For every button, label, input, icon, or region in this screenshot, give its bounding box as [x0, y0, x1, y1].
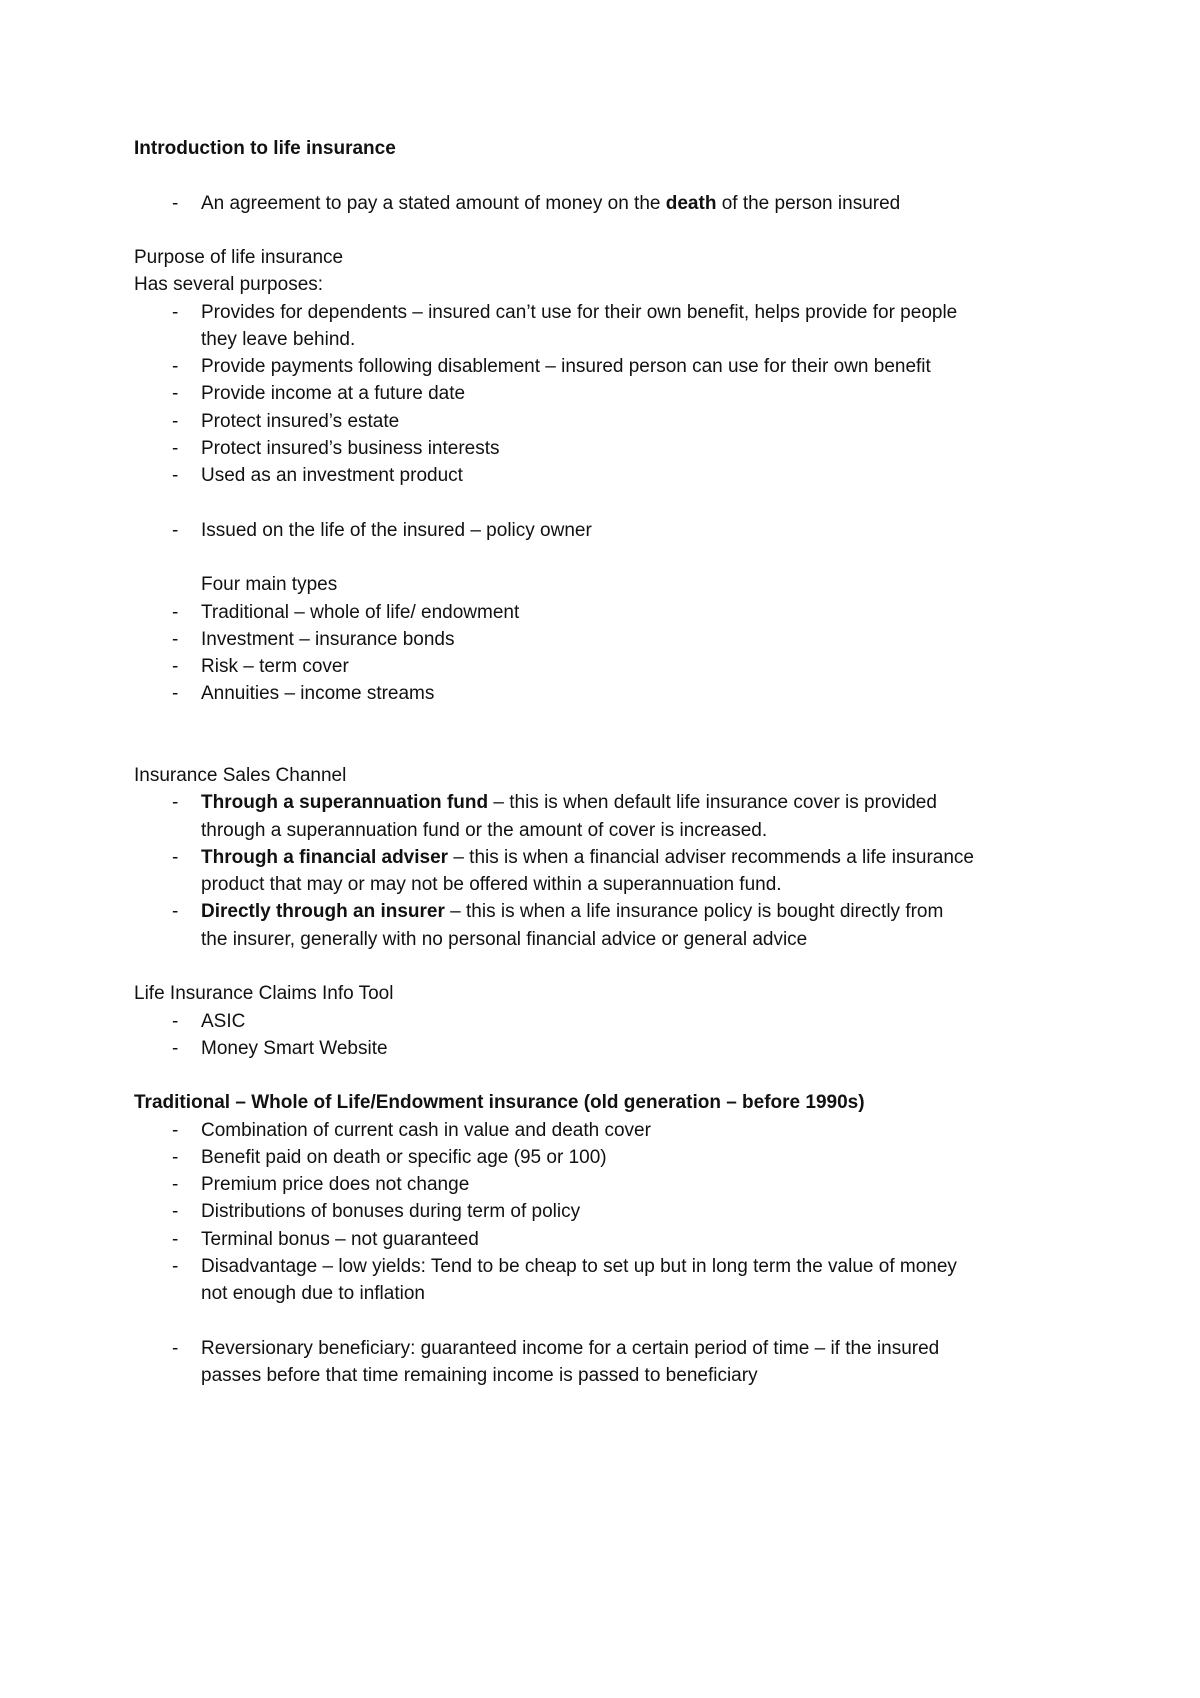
document-page [134, 135, 974, 1389]
heading-intro: Introduction to life insurance [134, 138, 396, 159]
list-item [134, 789, 974, 844]
text: An agreement to pay a stated amount of money on the [201, 192, 666, 214]
list-item: - Risk – term cover [134, 653, 974, 680]
traditional-list [134, 1117, 974, 1308]
heading-purpose: Purpose of life insurance [134, 247, 344, 269]
text: – this is when a financial adviser recommends a life insurance product that may or may not be offered within a superannuation fund. [201, 846, 974, 896]
purpose-list [134, 299, 974, 490]
list-item: - Reversionary beneficiary: guaranteed income for a certain period of time – if the insured passes before that time remaining income is passed to beneficiary [134, 1335, 974, 1390]
claims-list [134, 1008, 974, 1063]
list-item [134, 190, 974, 217]
list-item: - Combination of current cash in value and death cover [134, 1117, 974, 1144]
list-item [134, 844, 974, 899]
list-item: - Issued on the life of the insured – policy owner [134, 517, 974, 544]
heading-traditional: Traditional – Whole of Life/Endowment insurance (old generation – before 1990s) [134, 1092, 865, 1114]
list-item: - Provide income at a future date [134, 380, 974, 407]
list-item: - Used as an investment product [134, 462, 974, 489]
list-item: - Premium price does not change [134, 1171, 974, 1198]
sales-list [134, 789, 974, 953]
list-item: - ASIC [134, 1008, 974, 1035]
list-item: - Benefit paid on death or specific age (95 or 100) [134, 1144, 974, 1171]
list-item: - Protect insured’s business interests [134, 435, 974, 462]
list-item: - Provide payments following disablement – insured person can use for their own benefit [134, 353, 974, 380]
list-item: - Disadvantage – low yields: Tend to be cheap to set up but in long term the value of money not enough due to inflation [134, 1253, 974, 1308]
intro-list [134, 190, 974, 217]
bold-text: Directly through an insurer [201, 901, 445, 923]
text: – this is when default life insurance cover is provided through a superannuation fund or the amount of cover is increased. [201, 792, 937, 841]
bold-text: death [665, 192, 717, 214]
bold-text: Through a financial adviser [201, 846, 449, 868]
list-item: - Provides for dependents – insured can’t use for their own benefit, helps provide for people they leave behind. [134, 299, 974, 354]
types-heading: Four main types [201, 574, 338, 596]
list-item: - Annuities – income streams [134, 680, 974, 707]
types-list [134, 599, 974, 708]
purpose-subtitle: Has several purposes: [134, 274, 324, 296]
list-item: - Traditional – whole of life/ endowment [134, 599, 974, 626]
bold-text: Through a superannuation fund [201, 792, 489, 814]
list-item [134, 898, 974, 953]
list-item: - Investment – insurance bonds [134, 626, 974, 653]
list-item: - Distributions of bonuses during term of policy [134, 1198, 974, 1225]
text: of the person insured [716, 192, 901, 214]
heading-claims: Life Insurance Claims Info Tool [134, 983, 394, 1005]
heading-sales: Insurance Sales Channel [134, 765, 347, 787]
list-item: - Terminal bonus – not guaranteed [134, 1226, 974, 1253]
list-item: - Money Smart Website [134, 1035, 974, 1062]
text: – this is when a life insurance policy is bought directly from the insurer, generally with no personal financial advice or general advice [201, 901, 944, 950]
list-item: - Protect insured’s estate [134, 408, 974, 435]
